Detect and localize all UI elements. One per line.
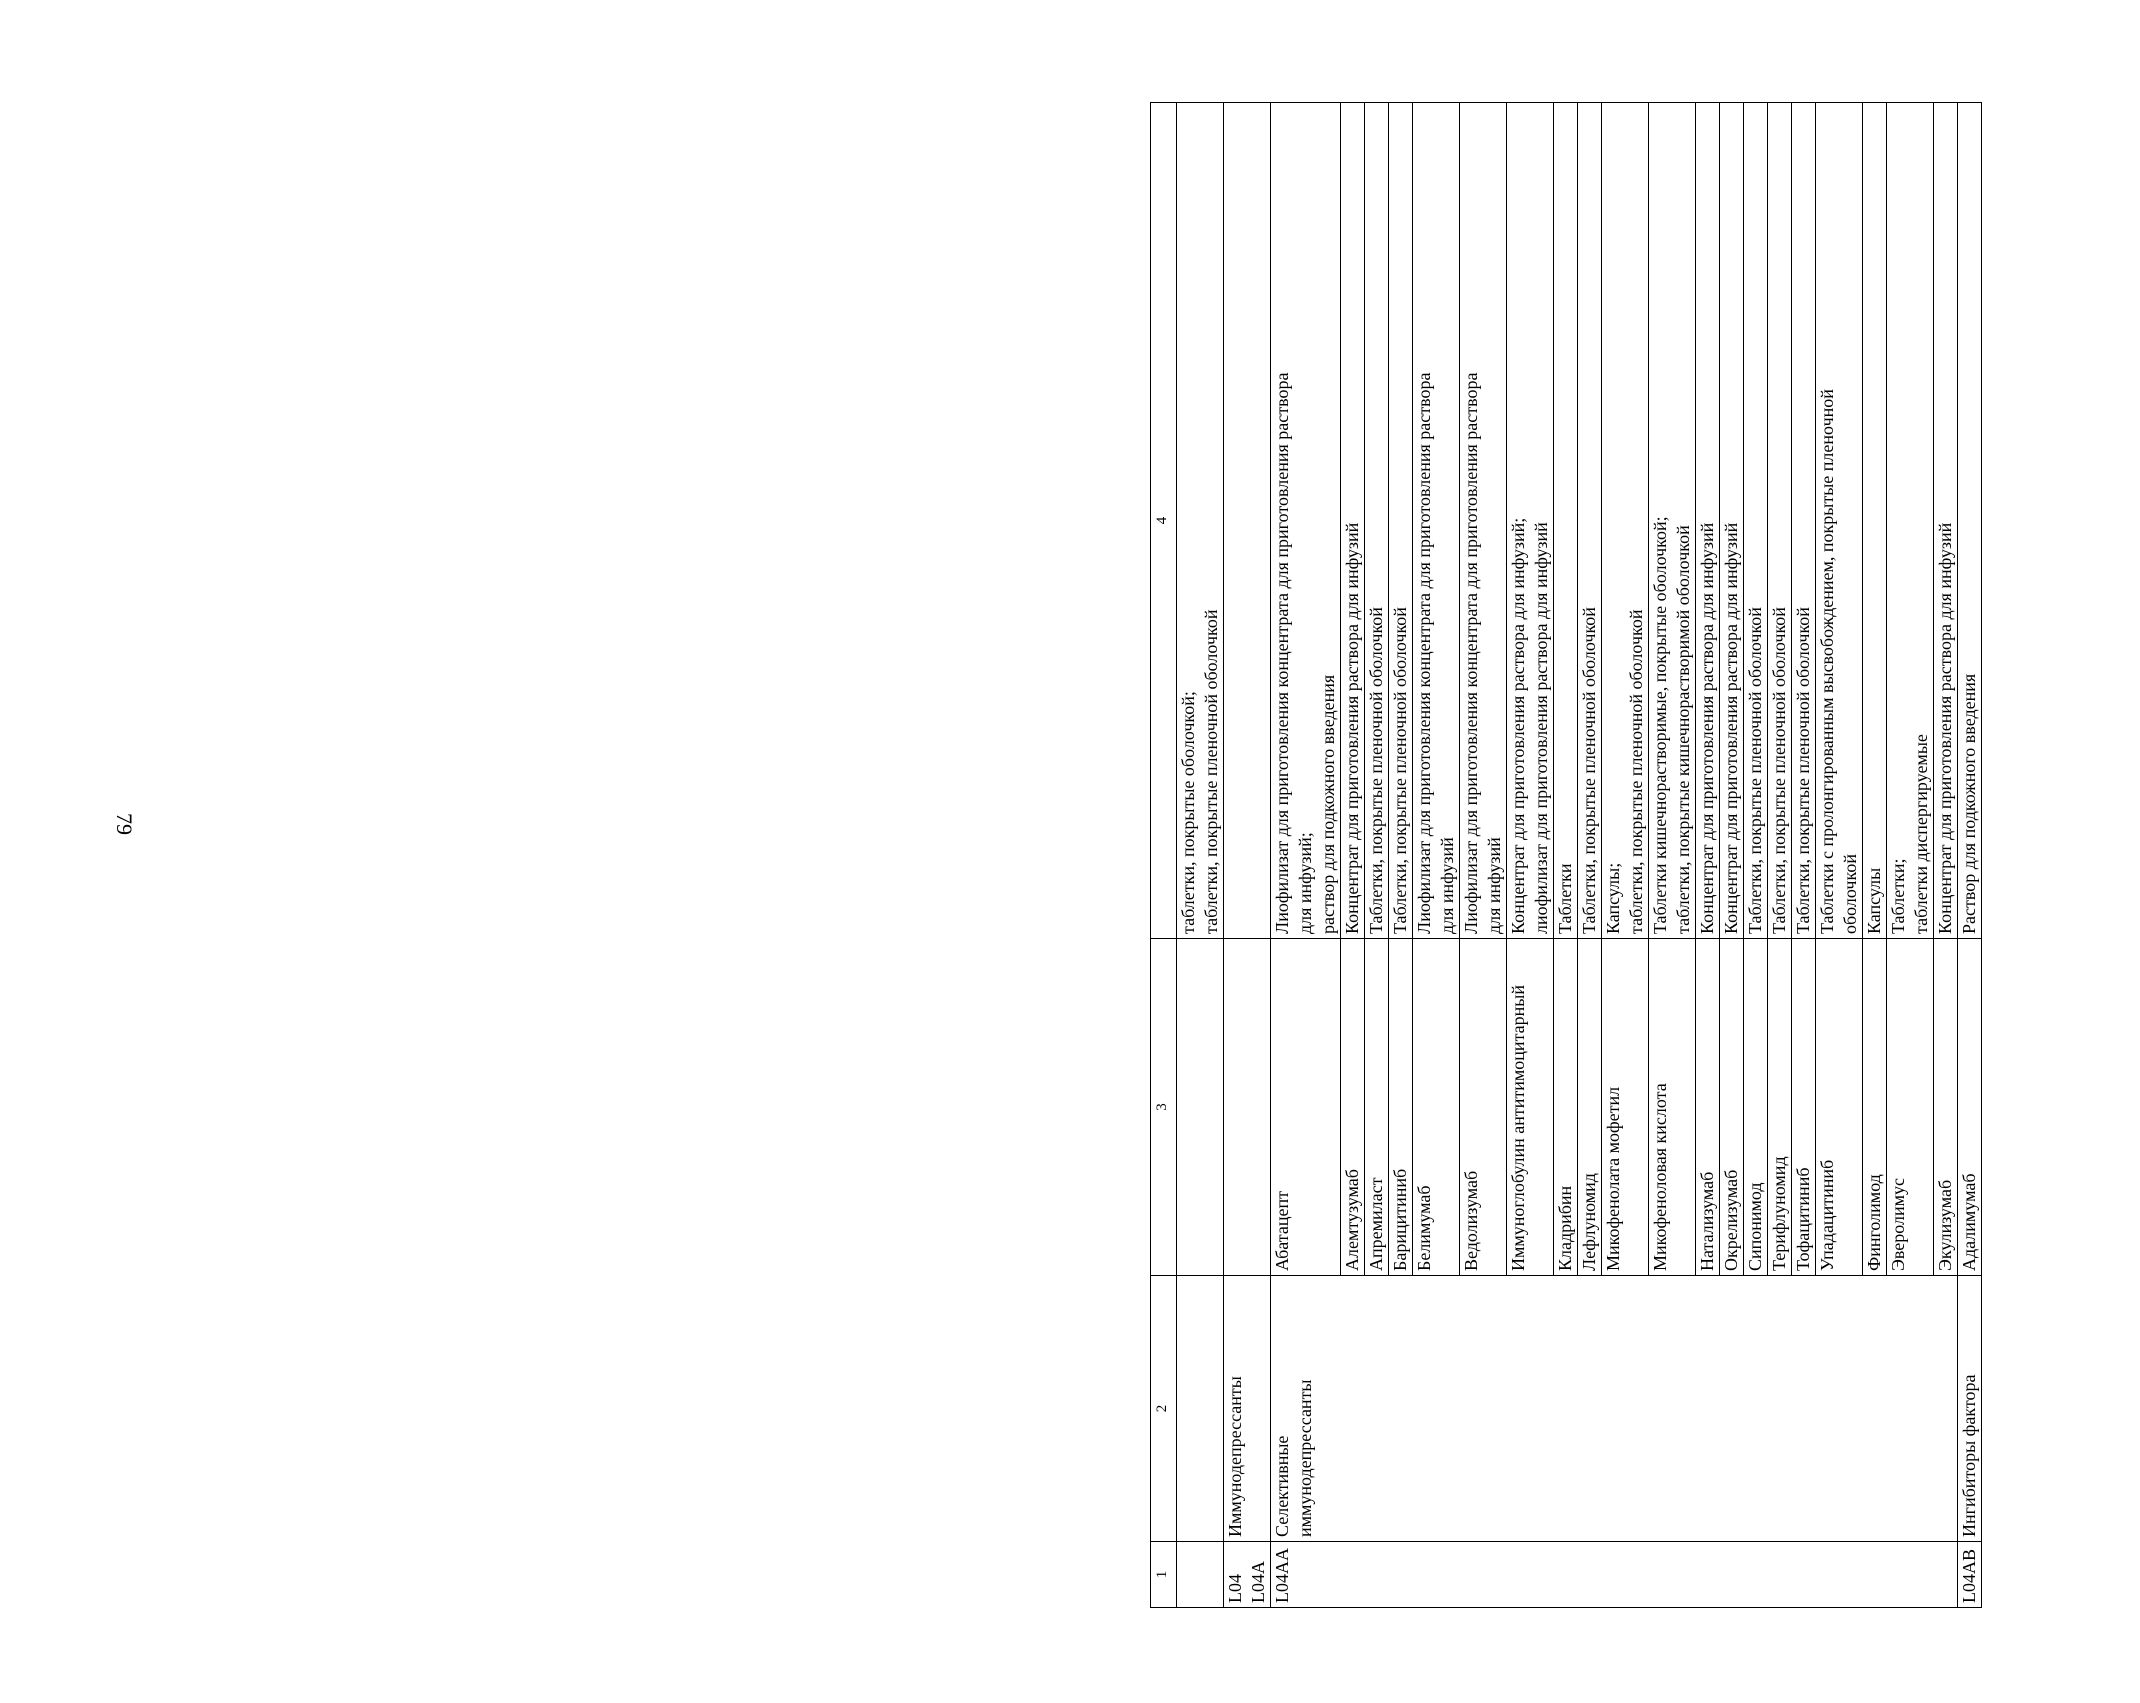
- drug-name-cell: Абатацепт: [1271, 939, 1341, 1276]
- dosage-form-cell: [1720, 103, 1744, 939]
- drug-name-cell: Белимумаб: [1413, 939, 1460, 1276]
- drug-name-cell: Окрелизумаб: [1720, 939, 1744, 1276]
- dosage-form-text: таблетки, покрытые кишечнорастворимой оболочкой: [1673, 525, 1693, 934]
- dosage-form-cell: [1863, 103, 1887, 939]
- dosage-form-cell: [1554, 103, 1578, 939]
- drug-name-cell: [1224, 939, 1271, 1276]
- dosage-form-cell: [1341, 103, 1365, 939]
- table-row: [1224, 103, 1271, 1608]
- header-row: [1151, 103, 1177, 1608]
- drug-name-cell: Сипонимод: [1744, 939, 1768, 1276]
- dosage-form-cell: [1744, 103, 1768, 939]
- code-text: L04A: [1248, 1561, 1268, 1603]
- table-row: [1958, 103, 1982, 1608]
- drug-name-cell: Финголимод: [1863, 939, 1887, 1276]
- dosage-form-cell: [1460, 103, 1507, 939]
- dosage-form-text: для инфузий;: [1295, 832, 1315, 934]
- dosage-form-text: Раствор для подкожного введения: [1959, 673, 1979, 934]
- drug-name-cell: Ведолизумаб: [1460, 939, 1507, 1276]
- dosage-form-text: Таблетки с пролонгированным высвобождением, покрытые пленочной: [1817, 389, 1837, 934]
- dosage-form-text: таблетки, покрытые пленочной оболочкой: [1626, 609, 1646, 934]
- dosage-form-cell: [1271, 103, 1341, 939]
- dosage-form-cell: [1507, 103, 1554, 939]
- drug-name-cell: Тофацитиниб: [1792, 939, 1816, 1276]
- column-header-3: 3: [1151, 939, 1177, 1276]
- dosage-form-text: таблетки, покрытые оболочкой;: [1178, 691, 1198, 934]
- dosage-form-text: Концентрат для приготовления раствора для инфузий: [1935, 522, 1955, 934]
- dosage-form-cell: [1389, 103, 1413, 939]
- drug-name-cell: Кладрибин: [1554, 939, 1578, 1276]
- table-row: [1271, 103, 1341, 1608]
- drug-name-cell: Микофенолата мофетил: [1602, 939, 1649, 1276]
- page-number: 79: [112, 813, 137, 835]
- table-row: [1177, 103, 1224, 1608]
- drug-name-cell: Барицитиниб: [1389, 939, 1413, 1276]
- dosage-form-text: Таблетки, покрытые пленочной оболочкой: [1579, 607, 1599, 934]
- dosage-form-cell: [1934, 103, 1958, 939]
- code-cell: [1958, 1542, 1982, 1608]
- column-header-4: 4: [1151, 103, 1177, 939]
- dosage-form-text: Лиофилизат для приготовления концентрата для приготовления раствора: [1414, 372, 1434, 934]
- dosage-form-text: Таблетки, покрытые пленочной оболочкой: [1769, 607, 1789, 934]
- drug-name-cell: Лефлуномид: [1578, 939, 1602, 1276]
- group-text: Ингибиторы фактора: [1959, 1374, 1979, 1537]
- dosage-form-cell: [1887, 103, 1934, 939]
- drug-name-cell: Экулизумаб: [1934, 939, 1958, 1276]
- dosage-form-cell: [1696, 103, 1720, 939]
- code-cell: [1177, 1542, 1224, 1608]
- drug-name-cell: Алемтузумаб: [1341, 939, 1365, 1276]
- dosage-form-cell: [1413, 103, 1460, 939]
- drug-name-cell: Адалимумаб: [1958, 939, 1982, 1276]
- group-cell: [1958, 1276, 1982, 1542]
- drug-name-cell: Иммуноглобулин антитимоцитарный: [1507, 939, 1554, 1276]
- dosage-form-text: Капсулы;: [1603, 862, 1623, 934]
- dosage-form-text: Лиофилизат для приготовления концентрата для приготовления раствора: [1272, 372, 1292, 934]
- dosage-form-text: Концентрат для приготовления раствора для инфузий;: [1508, 517, 1528, 934]
- drug-name-cell: Терифлуномид: [1768, 939, 1792, 1276]
- dosage-form-text: Капсулы: [1864, 867, 1884, 934]
- group-cell: [1271, 1276, 1958, 1542]
- drug-name-cell: Натализумаб: [1696, 939, 1720, 1276]
- rotated-landscape-page: [1150, 20, 2140, 1608]
- dosage-form-text: Таблетки, покрытые пленочной оболочкой: [1745, 607, 1765, 934]
- drug-name-cell: Апремиласт: [1365, 939, 1389, 1276]
- dosage-form-text: для инфузий: [1484, 837, 1504, 934]
- column-header-1: 1: [1151, 1542, 1177, 1608]
- drug-name-cell: [1177, 939, 1224, 1276]
- dosage-form-cell: [1649, 103, 1696, 939]
- dosage-form-text: Таблетки;: [1888, 858, 1908, 934]
- dosage-form-text: Концентрат для приготовления раствора для инфузий: [1342, 522, 1362, 934]
- group-text: Селективные: [1272, 1435, 1292, 1537]
- dosage-form-cell: [1224, 103, 1271, 939]
- group-cell: [1224, 1276, 1271, 1542]
- dosage-form-text: таблетки, покрытые пленочной оболочкой: [1201, 609, 1221, 934]
- dosage-form-cell: [1602, 103, 1649, 939]
- dosage-form-cell: [1816, 103, 1863, 939]
- drug-name-cell: Эверолимус: [1887, 939, 1934, 1276]
- table-body: [1151, 103, 1982, 1608]
- dosage-form-text: Таблетки кишечнорастворимые, покрытые оболочкой;: [1650, 516, 1670, 934]
- group-text: иммунодепрессанты: [1295, 1379, 1315, 1537]
- dosage-form-cell: [1177, 103, 1224, 939]
- drug-table: [1150, 102, 1982, 1608]
- dosage-form-cell: [1578, 103, 1602, 939]
- dosage-form-text: раствор для подкожного введения: [1318, 674, 1338, 934]
- dosage-form-text: оболочкой: [1840, 854, 1860, 934]
- code-text: L04: [1225, 1574, 1245, 1603]
- dosage-form-cell: [1958, 103, 1982, 939]
- dosage-form-text: Таблетки: [1555, 863, 1575, 934]
- column-header-2: 2: [1151, 1276, 1177, 1542]
- dosage-form-text: Концентрат для приготовления раствора для инфузий: [1697, 522, 1717, 934]
- drug-name-cell: Микофеноловая кислота: [1649, 939, 1696, 1276]
- group-text: Иммунодепрессанты: [1225, 1376, 1245, 1537]
- dosage-form-text: лиофилизат для приготовления раствора для инфузий: [1531, 522, 1551, 934]
- drug-name-cell: Упадацитиниб: [1816, 939, 1863, 1276]
- dosage-form-text: Лиофилизат для приготовления концентрата для приготовления раствора: [1461, 372, 1481, 934]
- dosage-form-text: для инфузий: [1437, 837, 1457, 934]
- dosage-form-text: Таблетки, покрытые пленочной оболочкой: [1793, 607, 1813, 934]
- dosage-form-cell: [1365, 103, 1389, 939]
- dosage-form-cell: [1768, 103, 1792, 939]
- dosage-form-cell: [1792, 103, 1816, 939]
- code-text: L04AA: [1272, 1548, 1292, 1603]
- code-cell: [1224, 1542, 1271, 1608]
- dosage-form-text: Концентрат для приготовления раствора для инфузий: [1721, 522, 1741, 934]
- dosage-form-text: Таблетки, покрытые пленочной оболочкой: [1366, 607, 1386, 934]
- group-cell: [1177, 1276, 1224, 1542]
- dosage-form-text: Таблетки, покрытые пленочной оболочкой: [1390, 607, 1410, 934]
- code-cell: [1271, 1542, 1958, 1608]
- code-text: L04AB: [1959, 1549, 1979, 1603]
- dosage-form-text: таблетки диспергируемые: [1911, 734, 1931, 934]
